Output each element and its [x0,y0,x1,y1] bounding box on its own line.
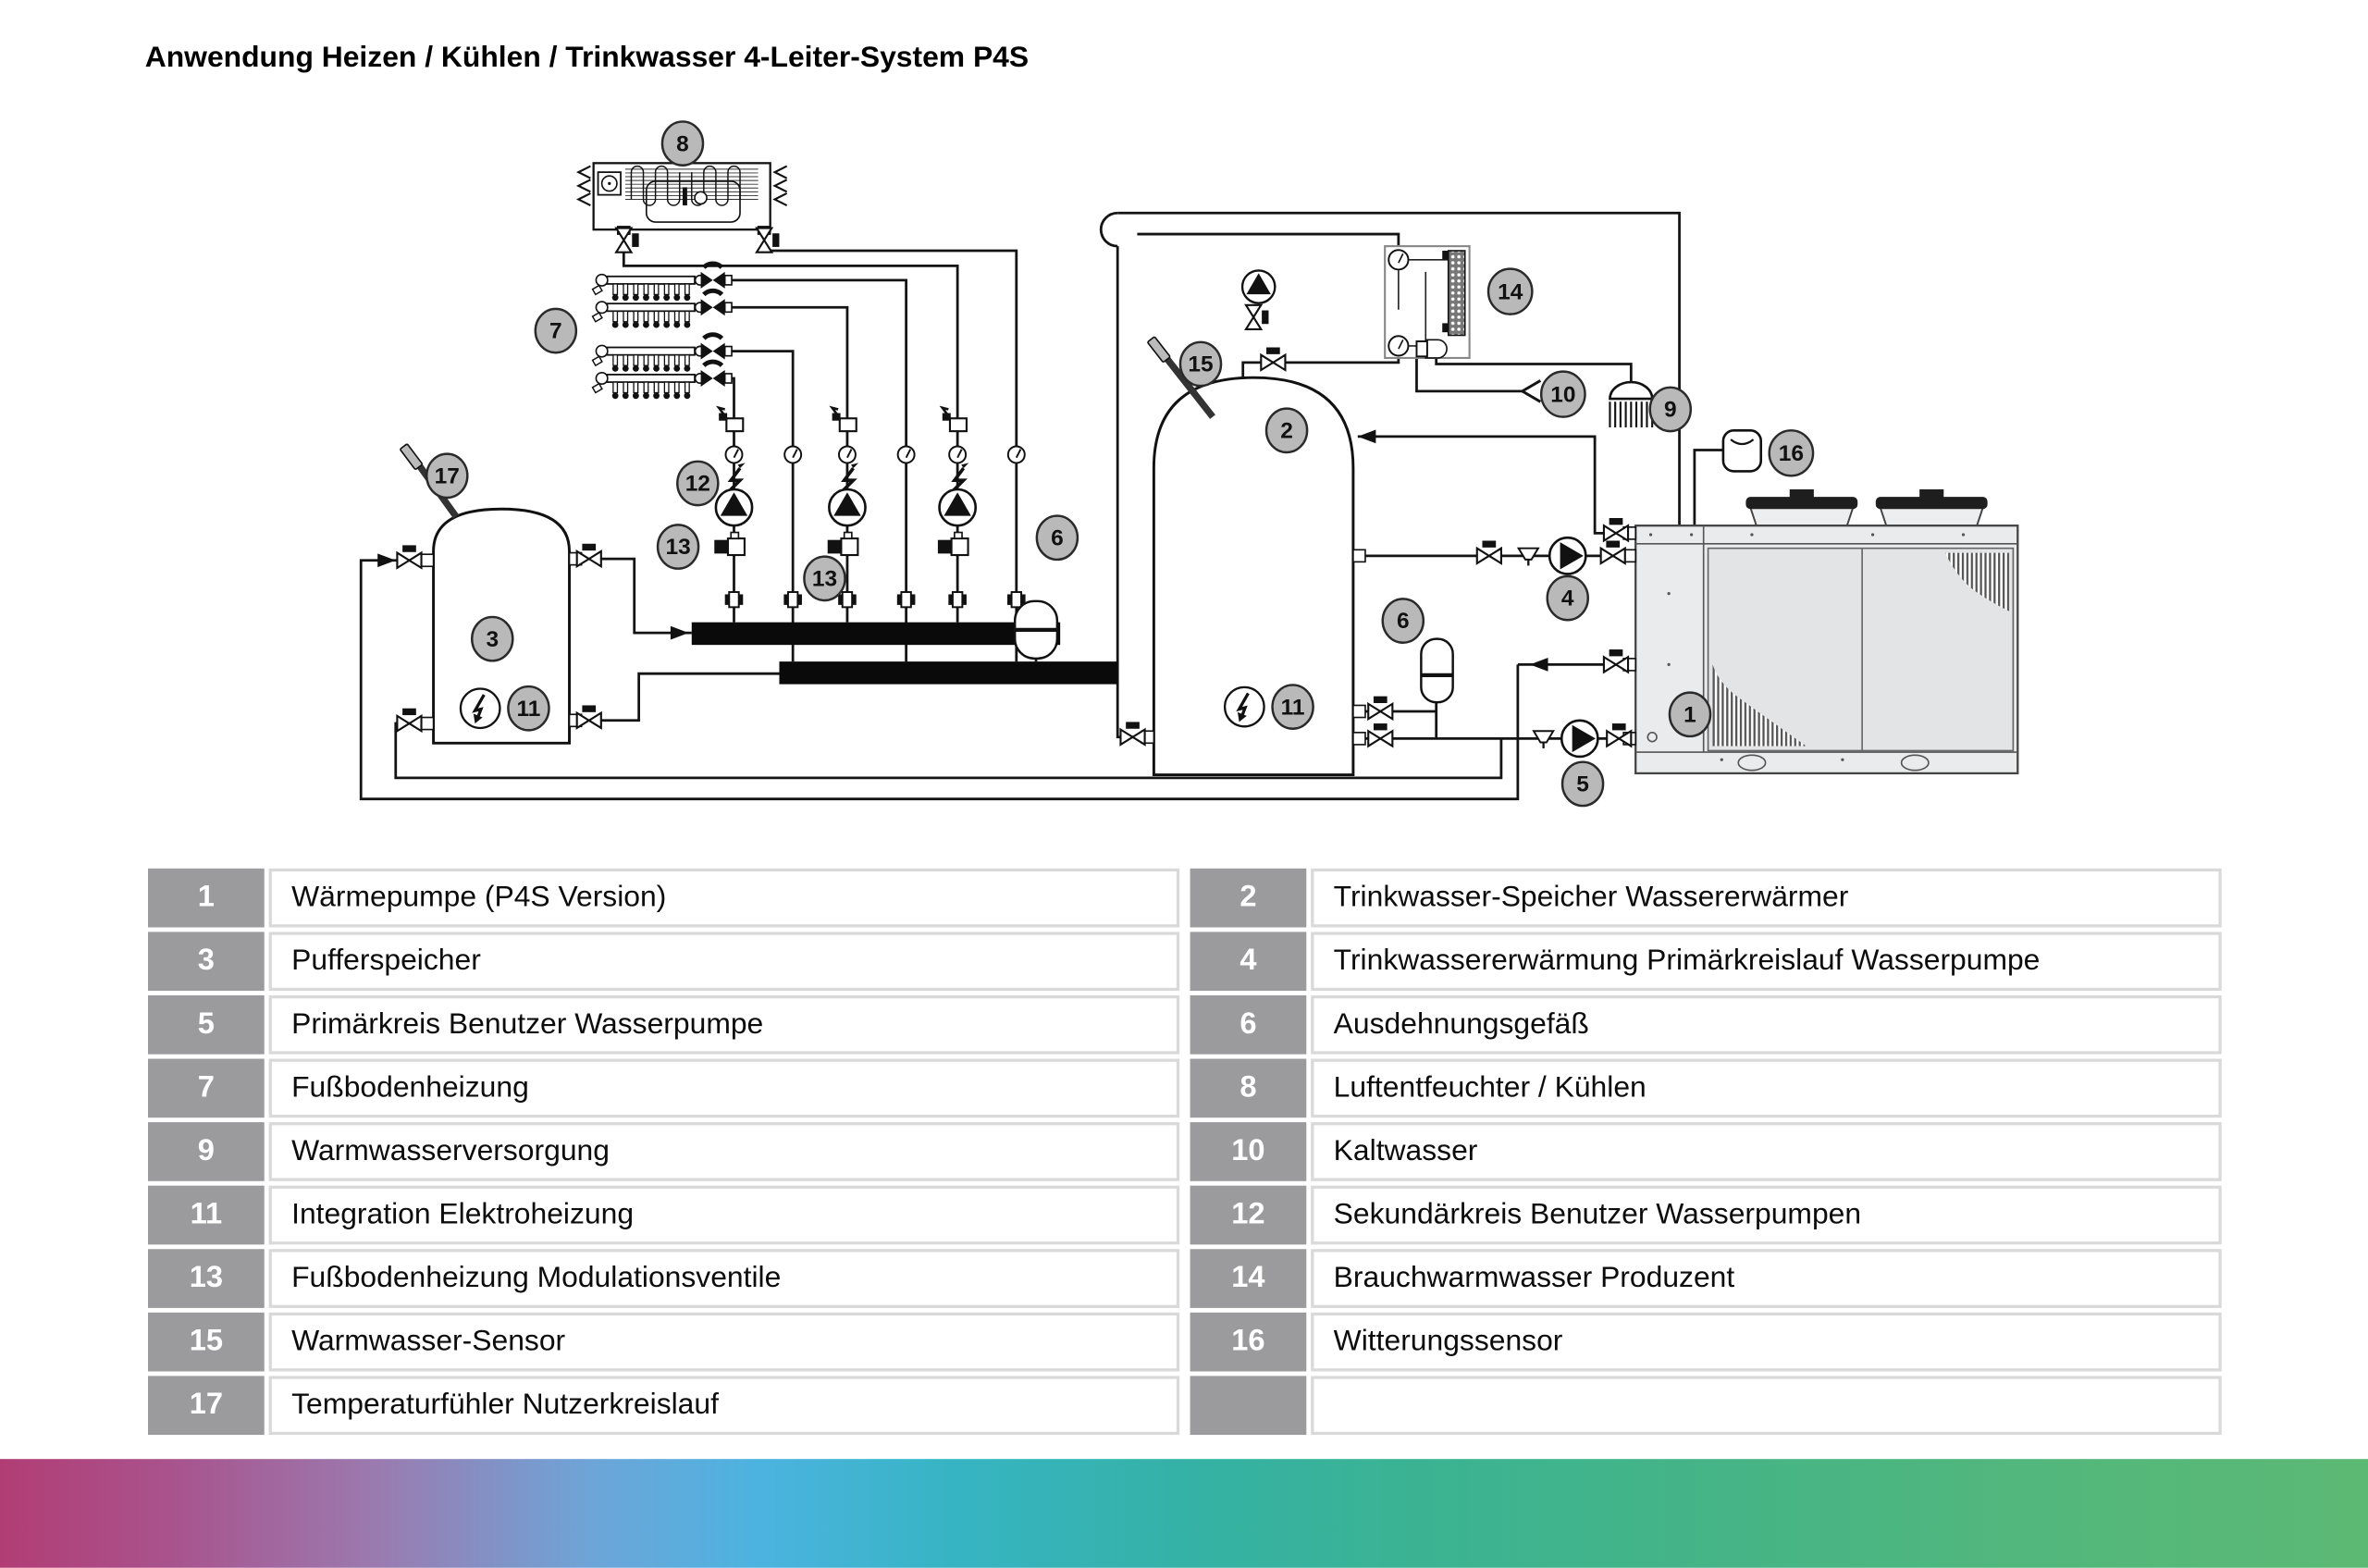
svg-text:3: 3 [486,626,500,652]
cold-water-arrow-icon [1523,380,1541,401]
legend-number: 4 [1190,932,1307,991]
legend-label: Brauchwarmwasser Produzent [1311,1249,2222,1308]
brand-gradient-bar [0,1459,2368,1568]
legend-column-right [1190,869,2222,1439]
fan-icon [1745,489,1857,525]
legend-row [1190,995,2222,1055]
svg-text:11: 11 [1280,695,1305,721]
page-title: Anwendung Heizen / Kühlen / Trinkwasser 4-Leiter-System P4S [144,41,1030,75]
badge-10 [1541,372,1585,417]
legend-number: 9 [148,1122,265,1181]
badge-17 [426,454,467,498]
fresh-water-station-icon [1242,246,1470,358]
svg-text:17: 17 [434,463,460,489]
badge-4 [1548,576,1588,620]
svg-text:5: 5 [1576,772,1589,797]
legend-number: 7 [148,1059,265,1118]
supply-manifold-bar [692,623,1060,645]
return-manifold-bar [779,661,1117,684]
legend-number: 3 [148,932,265,991]
legend-number: 14 [1190,1249,1307,1308]
legend-label: Temperaturfühler Nutzerkreislauf [269,1376,1180,1435]
legend-label: Pufferspeicher [269,932,1180,991]
legend-column-left [148,869,1179,1439]
legend-row [1190,1186,2222,1245]
svg-text:2: 2 [1280,418,1293,444]
svg-text:12: 12 [684,471,710,497]
svg-text:13: 13 [665,535,691,561]
legend-number: 13 [148,1249,265,1308]
circuit-fittings [714,408,1025,608]
legend-label: Trinkwassererwärmung Primärkreislauf Wasserpumpe [1311,932,2222,991]
legend-label: Trinkwasser-Speicher Wassererwärmer [1311,869,2222,928]
svg-text:8: 8 [676,131,689,157]
floor-heating-manifold-icon [593,264,732,399]
badge-9 [1650,388,1691,431]
legend-label: Witterungssensor [1311,1313,2222,1372]
legend-row [148,1313,1179,1372]
badge-14 [1488,269,1532,315]
legend-number: 15 [148,1313,265,1372]
badge-6-right [1383,599,1424,642]
dhw-primary-pump-icon [1549,537,1585,574]
badge-5 [1562,762,1603,806]
legend-row [1190,1376,2222,1435]
expansion-vessel-icon [1421,639,1452,703]
legend-row [148,995,1179,1055]
svg-text:16: 16 [1778,440,1804,466]
legend-number: 8 [1190,1059,1307,1118]
legend-number: 10 [1190,1122,1307,1181]
legend-number: 17 [148,1376,265,1435]
svg-text:15: 15 [1188,352,1214,377]
dehumidifier-icon [578,163,786,252]
svg-text:4: 4 [1560,586,1574,611]
badge-8 [662,121,703,165]
legend-row [148,869,1179,928]
badge-11-buffer [508,686,549,730]
shower-icon [1610,382,1652,427]
secondary-pump-icon [716,489,976,525]
legend-label: Warmwasser-Sensor [269,1313,1180,1372]
legend-label: Warmwasserversorgung [269,1122,1180,1181]
legend-row [1190,869,2222,928]
legend-row [1190,1313,2222,1372]
legend-label: Luftentfeuchter / Kühlen [1311,1059,2222,1118]
legend-label: Wärmepumpe (P4S Version) [269,869,1180,928]
legend-row [148,1186,1179,1245]
svg-text:1: 1 [1684,702,1696,728]
legend-number: 2 [1190,869,1307,928]
legend-row [148,1249,1179,1308]
legend-number: 6 [1190,995,1307,1055]
legend-row [1190,1059,2222,1118]
svg-text:11: 11 [516,696,541,722]
badge-13-a [658,525,698,568]
weather-sensor-icon [1723,430,1761,471]
svg-text:6: 6 [1051,525,1064,551]
svg-text:10: 10 [1550,382,1576,408]
badge-16 [1770,430,1813,475]
legend-label [1311,1376,2222,1435]
badge-3 [472,617,512,661]
legend-label: Ausdehnungsgefäß [1311,995,2222,1055]
badge-6-left [1037,516,1078,560]
badge-13-b [804,557,845,600]
svg-text:14: 14 [1498,279,1523,305]
svg-text:13: 13 [811,566,838,592]
buffer-tank-icon [397,444,600,744]
station-pump-icon [1242,270,1275,302]
svg-text:6: 6 [1396,609,1410,635]
electric-heater-icon [1225,687,1264,726]
legend-number: 1 [148,869,265,928]
legend-row [148,1122,1179,1181]
badge-1 [1670,693,1710,736]
legend-row [1190,1122,2222,1181]
legend-label: Primärkreis Benutzer Wasserpumpe [269,995,1180,1055]
legend-label: Fußbodenheizung Modulationsventile [269,1249,1180,1308]
legend-label: Kaltwasser [1311,1122,2222,1181]
electric-heater-icon [461,689,500,728]
legend-number [1190,1376,1307,1435]
badge-2 [1266,409,1307,452]
legend-label: Fußbodenheizung [269,1059,1180,1118]
legend-number: 5 [148,995,265,1055]
heat-exchanger-icon [1449,251,1465,335]
expansion-vessel-icon [1015,601,1057,659]
fan-icon [1876,489,1988,525]
user-primary-pump-icon [1561,721,1597,757]
legend-number: 16 [1190,1313,1307,1372]
svg-text:7: 7 [549,318,562,344]
legend-number: 12 [1190,1186,1307,1245]
legend-row [1190,932,2222,991]
legend-label: Sekundärkreis Benutzer Wasserpumpen [1311,1186,2222,1245]
legend-row [148,932,1179,991]
svg-text:9: 9 [1663,397,1677,423]
badge-12 [677,462,718,505]
legend-row [148,1376,1179,1435]
legend-row [148,1059,1179,1118]
legend-row [1190,1249,2222,1308]
legend-number: 11 [148,1186,265,1245]
badge-11-dhw [1273,685,1314,728]
legend-table [148,869,2222,1439]
legend-label: Integration Elektroheizung [269,1186,1180,1245]
dhw-tank-icon [1120,337,1392,775]
badge-7 [536,309,576,352]
badge-15 [1180,342,1221,386]
